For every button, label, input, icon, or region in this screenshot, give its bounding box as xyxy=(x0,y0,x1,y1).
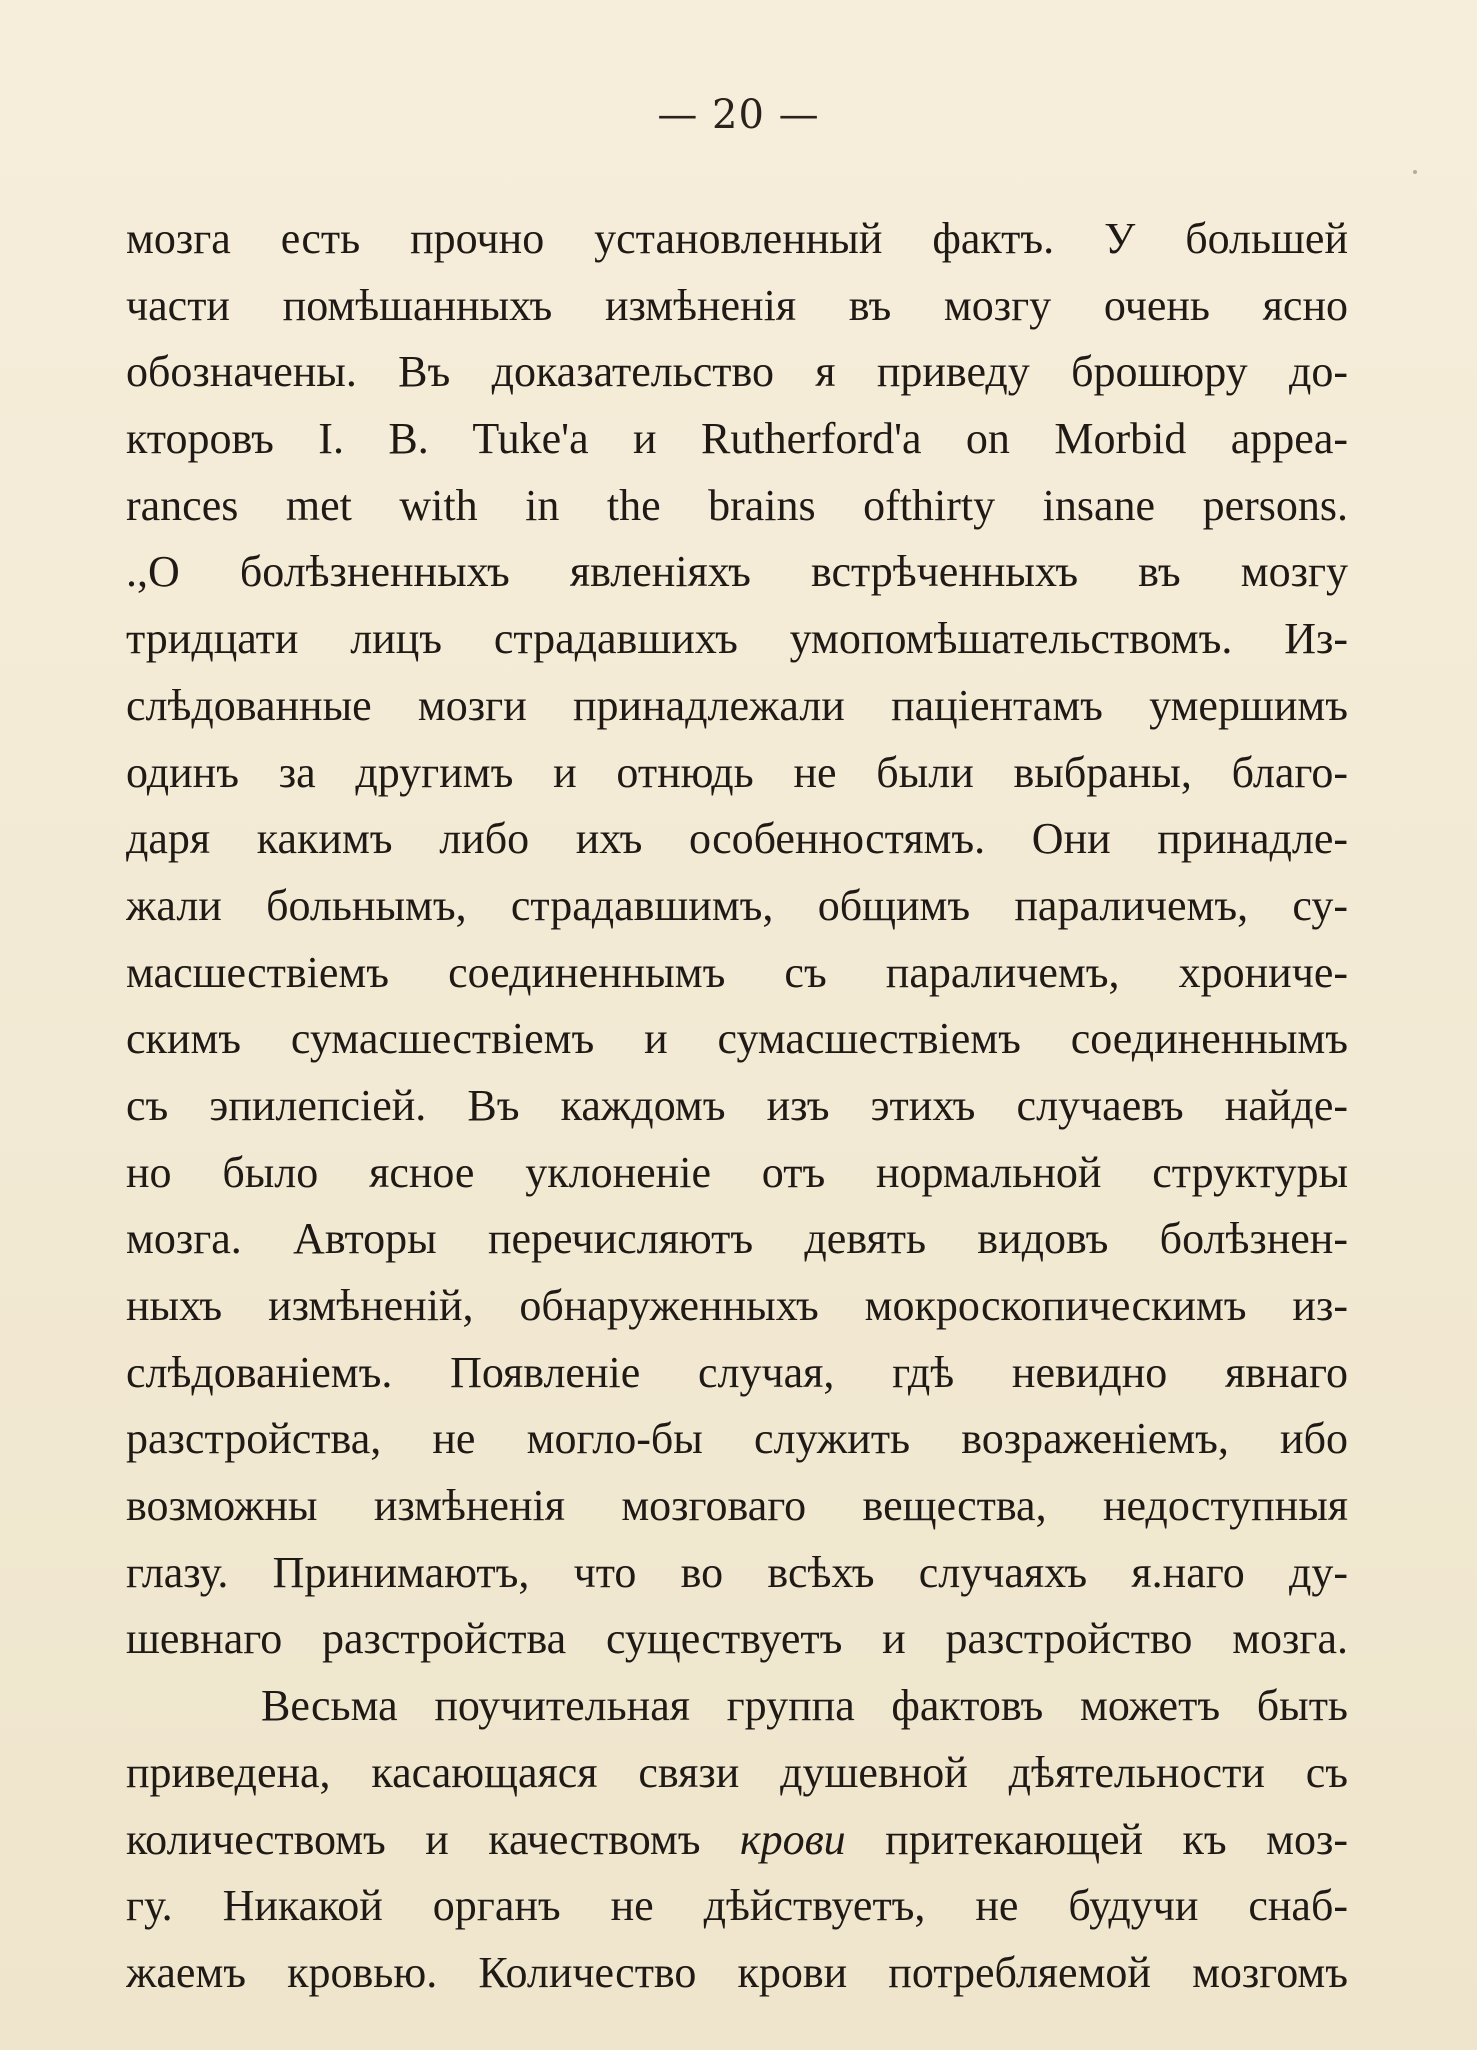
text-line: Весьма поучительная группа фактовъ можетъ быть xyxy=(261,1681,1348,1731)
text-line: возможны измѣненія мозговаго вещества, недоступныя xyxy=(126,1481,1348,1531)
text-line: жаемъ кровью. Количество крови потребляемой мозгомъ xyxy=(126,1947,1348,1997)
text-line: скимъ сумасшествіемъ и сумасшествіемъ соединеннымъ xyxy=(126,1014,1348,1064)
text-line: глазу. Принимаютъ, что во всѣхъ случаяхъ я.наго ду- xyxy=(126,1547,1348,1597)
text-line: слѣдованіемъ. Появленіе случая, гдѣ невидно явнаго xyxy=(126,1347,1348,1397)
text-line: одинъ за другимъ и отнюдь не были выбраны, благо- xyxy=(126,747,1348,797)
text-line: ныхъ измѣненій, обнаруженныхъ мокроскопическимъ из- xyxy=(126,1281,1348,1330)
text-segment: притекающей къ моз- xyxy=(885,1814,1348,1864)
text-line: мозга. Авторы перечисляютъ девять видовъ болѣзнен- xyxy=(126,1214,1348,1264)
text-line: тридцати лицъ страдавшихъ умопомѣшательствомъ. Из- xyxy=(126,614,1348,664)
text-line: жали больнымъ, страдавшимъ, общимъ параличемъ, су- xyxy=(126,880,1348,930)
text-line: но было ясное уклоненіе отъ нормальной структуры xyxy=(126,1147,1348,1197)
paper-speck xyxy=(1413,170,1417,174)
text-line: слѣдованные мозги принадлежали паціентамъ умершимъ xyxy=(126,680,1348,730)
paragraph-1 xyxy=(126,206,1348,1673)
text-line-with-italic xyxy=(126,1807,1348,1874)
text-line: шевнаго разстройства существуетъ и разстройство мозга. xyxy=(126,1614,1348,1664)
text-line: обозначены. Въ доказательство я приведу брошюру до- xyxy=(126,347,1348,397)
text-line: разстройства, не могло-бы служить возраженіемъ, ибо xyxy=(126,1414,1348,1464)
text-line: даря какимъ либо ихъ особенностямъ. Они принадле- xyxy=(126,814,1348,864)
paragraph-2 xyxy=(126,1673,1348,2006)
text-line: мозга есть прочно установленный фактъ. У большей xyxy=(126,214,1348,263)
text-segment: количествомъ и качествомъ xyxy=(126,1814,701,1864)
italic-word: крови xyxy=(739,1814,846,1864)
text-line: .,О болѣзненныхъ явленіяхъ встрѣченныхъ въ мозгу xyxy=(126,547,1348,597)
text-line: съ эпилепсіей. Въ каждомъ изъ этихъ случаевъ найде- xyxy=(126,1080,1348,1130)
text-line: масшествіемъ соединеннымъ съ параличемъ, хрониче- xyxy=(126,947,1348,997)
body-text xyxy=(126,206,1348,2007)
text-line: гу. Никакой органъ не дѣйствуетъ, не будучи снаб- xyxy=(126,1881,1348,1931)
text-line: части помѣшанныхъ измѣненія въ мозгу очень ясно xyxy=(126,280,1348,330)
page-number: — 20 — xyxy=(657,92,820,138)
text-line: кторовъ I. B. Tuke'a и Rutherford'a on Morbid appea- xyxy=(126,414,1348,464)
text-line: приведена, касающаяся связи душевной дѣятельности съ xyxy=(126,1747,1348,1797)
text-line: rances met with in the brains ofthirty insane persons. xyxy=(126,480,1348,530)
